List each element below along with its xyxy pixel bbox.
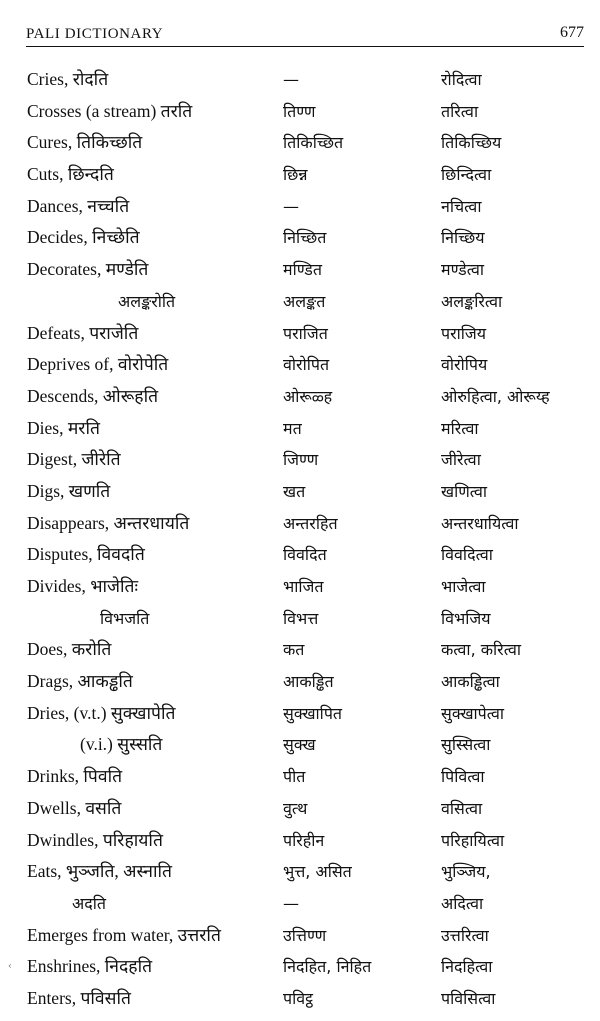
entry-row bbox=[0, 444, 600, 476]
entry-english: Dwells, वसति bbox=[27, 797, 122, 818]
entry-english: Drags, आकड्ढति bbox=[27, 671, 133, 692]
entry-english: Does, करोति bbox=[27, 639, 112, 660]
entry-gerund: परिहायित्वा bbox=[441, 830, 505, 850]
entry-gerund: वोरोपिय bbox=[441, 355, 488, 375]
entry-past-participle: निच्छित bbox=[283, 228, 327, 248]
entry-past-participle: परिहीन bbox=[283, 830, 325, 850]
entry-row bbox=[0, 729, 600, 761]
entry-gerund: अन्तरधायित्वा bbox=[441, 513, 519, 533]
entry-gerund: कत्वा, करित्वा bbox=[441, 640, 521, 660]
entry-past-participle: तिण्ण bbox=[283, 101, 316, 121]
entry-past-participle: सुक्ख bbox=[283, 735, 316, 755]
entry-past-participle: तिकिच्छित bbox=[283, 133, 344, 153]
entry-past-participle: जिण्ण bbox=[283, 450, 319, 470]
entry-past-participle: पीत bbox=[283, 767, 306, 787]
entry-past-participle: कत bbox=[283, 640, 305, 660]
entry-gerund: पविसित्वा bbox=[441, 988, 496, 1008]
entry-english: (v.i.) सुस्सति bbox=[80, 734, 163, 755]
entry-gerund: सुक्खापेत्वा bbox=[441, 703, 505, 723]
entry-gerund: खणित्वा bbox=[441, 481, 488, 501]
entry-row bbox=[0, 983, 600, 1015]
entry-english: अलङ्करोति bbox=[118, 291, 176, 311]
entry-row bbox=[0, 286, 600, 318]
entry-past-participle: अन्तरहित bbox=[283, 513, 338, 533]
entry-past-participle: — bbox=[283, 893, 299, 913]
entry-row bbox=[0, 571, 600, 603]
entry-english: Divides, भाजेतिः bbox=[27, 576, 139, 596]
entry-english: Drinks, पिवति bbox=[27, 766, 123, 787]
entry-gerund: अदित्वा bbox=[441, 893, 484, 913]
entry-gerund: तरित्वा bbox=[441, 101, 479, 121]
entry-gerund: रोदित्वा bbox=[441, 70, 482, 89]
entry-row bbox=[0, 603, 600, 635]
entry-past-participle: भाजित bbox=[283, 577, 324, 596]
entry-past-participle: वुत्थ bbox=[283, 798, 308, 818]
entry-gerund: निच्छिय bbox=[441, 228, 485, 248]
entry-row bbox=[0, 666, 600, 698]
entry-gerund: पराजिय bbox=[441, 323, 487, 343]
entry-past-participle: निदहित, निहित bbox=[283, 957, 372, 977]
entry-gerund: तिकिच्छिय bbox=[441, 133, 502, 153]
entry-english: Cuts, छिन्दति bbox=[27, 164, 114, 185]
entry-english: Dwindles, परिहायति bbox=[27, 829, 163, 850]
entry-english: Dies, मरति bbox=[27, 417, 100, 438]
entry-english: Dries, (v.t.) सुक्खापेति bbox=[27, 702, 176, 723]
entry-past-participle: अलङ्कत bbox=[283, 291, 326, 311]
entry-row bbox=[0, 888, 600, 920]
entry-row bbox=[0, 64, 600, 96]
entry-row bbox=[0, 413, 600, 445]
entry-gerund: सुस्सित्वा bbox=[441, 735, 491, 755]
entry-gerund: निदहित्वा bbox=[441, 957, 493, 977]
entry-english: Decides, निच्छेति bbox=[27, 227, 140, 248]
entry-english: Deprives of, वोरोपेति bbox=[27, 354, 169, 375]
entry-past-participle: सुक्खापित bbox=[283, 703, 343, 723]
entry-row bbox=[0, 476, 600, 508]
entry-row bbox=[0, 159, 600, 191]
entry-row bbox=[0, 254, 600, 286]
entry-past-participle: विभत्त bbox=[283, 608, 319, 628]
entry-past-participle: खत bbox=[283, 481, 306, 501]
entry-english: Enters, पविसति bbox=[27, 987, 131, 1008]
entry-row bbox=[0, 349, 600, 381]
entry-row bbox=[0, 634, 600, 666]
entry-english: विभजति bbox=[100, 608, 150, 628]
entry-english: Eats, भुञ्जति, अस्नाति bbox=[27, 861, 172, 882]
entry-row bbox=[0, 698, 600, 730]
entry-gerund: अलङ्करित्वा bbox=[441, 291, 503, 311]
entry-gerund: ओरुहित्वा, ओरूय्ह bbox=[441, 386, 550, 406]
entry-row bbox=[0, 539, 600, 571]
entry-past-participle: — bbox=[283, 196, 299, 216]
entry-english: Descends, ओरूहति bbox=[27, 385, 159, 406]
entry-gerund: मरित्वा bbox=[441, 418, 479, 438]
entry-gerund: विभजिय bbox=[441, 608, 491, 628]
entry-english: Cures, तिकिच्छति bbox=[27, 132, 143, 153]
entry-past-participle: आकड्ढित bbox=[283, 672, 334, 692]
entry-row bbox=[0, 96, 600, 128]
entry-past-participle: मत bbox=[283, 418, 302, 438]
running-head: PALI DICTIONARY bbox=[26, 26, 164, 42]
entry-english: Crosses (a stream) तरति bbox=[27, 100, 193, 121]
entry-english: Emerges from water, उत्तरति bbox=[27, 924, 221, 945]
entry-english: Cries, रोदति bbox=[27, 69, 109, 89]
entry-past-participle: भुत्त, असित bbox=[283, 862, 352, 882]
entry-past-participle: उत्तिण्ण bbox=[283, 925, 327, 945]
entry-row bbox=[0, 381, 600, 413]
entry-gerund: पिवित्वा bbox=[441, 767, 485, 787]
entry-english: अदति bbox=[72, 893, 106, 913]
entry-past-participle: पराजित bbox=[283, 323, 328, 343]
entry-english: Digs, खणति bbox=[27, 480, 111, 501]
entry-english: Defeats, पराजेति bbox=[27, 322, 139, 343]
entry-row bbox=[0, 856, 600, 888]
entry-past-participle: पविट्ठ bbox=[283, 988, 313, 1008]
entry-past-participle: — bbox=[283, 70, 299, 89]
entry-english: Enshrines, निदहति bbox=[27, 956, 153, 977]
entry-row bbox=[0, 222, 600, 254]
entry-row bbox=[0, 825, 600, 857]
entry-gerund: वसित्वा bbox=[441, 798, 483, 818]
entry-gerund: नचित्वा bbox=[441, 196, 482, 216]
entry-english: Dances, नच्चति bbox=[27, 195, 130, 216]
page-number: 677 bbox=[560, 24, 584, 41]
entry-past-participle: मण्डित bbox=[283, 260, 322, 280]
entry-gerund: विवदित्वा bbox=[441, 545, 493, 565]
entry-english: Disappears, अन्तरधायति bbox=[27, 512, 190, 533]
entry-row bbox=[0, 793, 600, 825]
entry-english: Disputes, विवदति bbox=[27, 544, 145, 565]
entry-row bbox=[0, 318, 600, 350]
entry-english: Digest, जीरेति bbox=[27, 449, 121, 470]
entry-english: Decorates, मण्डेति bbox=[27, 259, 149, 280]
entry-gerund: उत्तरित्वा bbox=[441, 925, 489, 945]
entry-row bbox=[0, 951, 600, 983]
entry-gerund: जीरेत्वा bbox=[441, 450, 481, 470]
entry-past-participle: वोरोपित bbox=[283, 355, 330, 375]
entry-gerund: आकड्ढित्वा bbox=[441, 672, 500, 692]
entry-past-participle: विवदित bbox=[283, 545, 327, 565]
entry-row bbox=[0, 191, 600, 223]
entry-row bbox=[0, 920, 600, 952]
entry-gerund: मण्डेत्वा bbox=[441, 260, 485, 280]
entry-gerund: भाजेत्वा bbox=[441, 577, 486, 596]
page-header bbox=[26, 24, 584, 47]
entry-row bbox=[0, 508, 600, 540]
entry-row bbox=[0, 127, 600, 159]
entry-gerund: छिन्दित्वा bbox=[441, 165, 492, 185]
entry-past-participle: ओरूळ्ह bbox=[283, 386, 333, 406]
entry-gerund: भुञ्जिय, bbox=[441, 862, 491, 882]
entry-row bbox=[0, 761, 600, 793]
entry-past-participle: छिन्न bbox=[283, 165, 308, 185]
entry-list bbox=[0, 64, 600, 1015]
margin-mark: ‹ bbox=[8, 961, 12, 973]
